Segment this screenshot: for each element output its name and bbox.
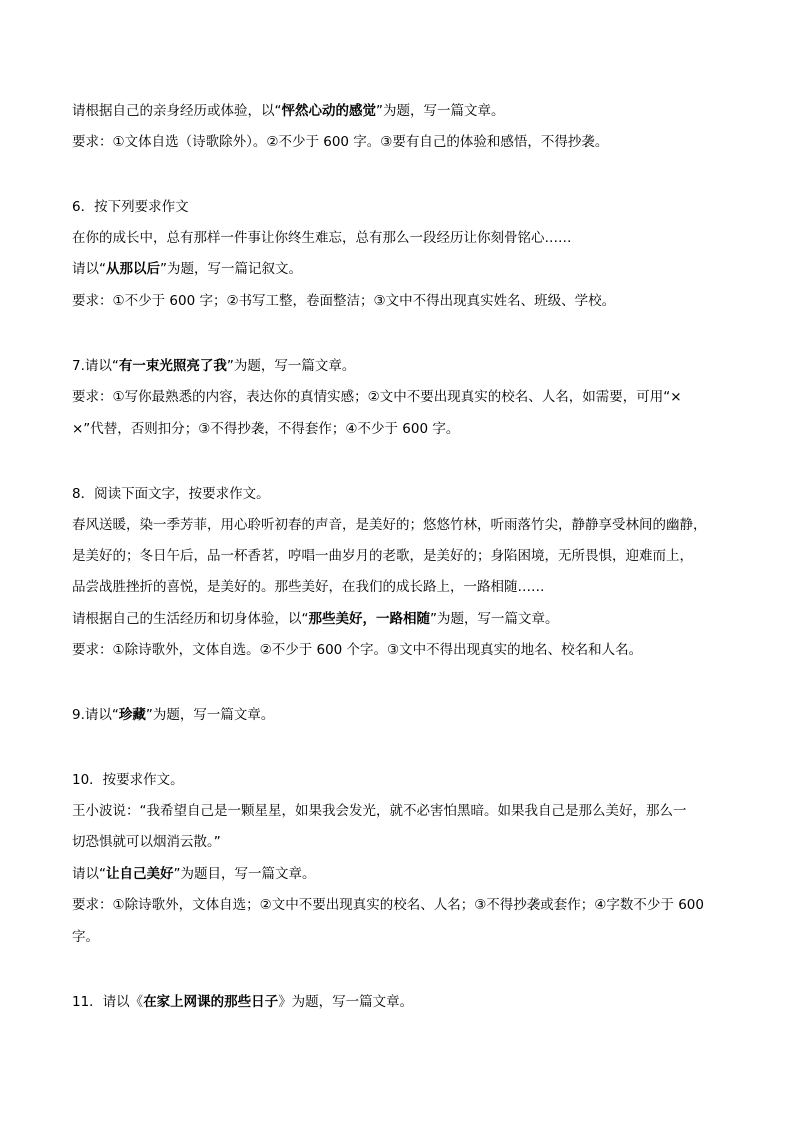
q8-line-2: 是美好的；冬日午后，品一杯香茗，哼唱一曲岁月的老歌，是美好的；身陷困境，无所畏惧，迎难而上， <box>72 548 693 564</box>
q7-line-3: ×”代替，否则扣分；③不得抄袭，不得套作；④不少于 600 字。 <box>72 421 460 437</box>
q10-line-2: 切恐惧就可以烟消云散。” <box>72 834 221 850</box>
q8-line-4: 请根据自己的生活经历和切身体验，以“那些美好，一路相随”为题，写一篇文章。 <box>72 611 559 627</box>
q7-line-2: 要求：①写你最熟悉的内容，表达你的真情实感；②文中不要出现真实的校名、人名，如需要，可用“× <box>72 389 682 405</box>
q6-line-1: 在你的成长中，总有那样一件事让你终生难忘，总有那么一段经历让你刻骨铭心…… <box>72 230 572 246</box>
p1-line-2: 要求：①文体自选（诗歌除外）。②不少于 600 字。③要有自己的体验和感悟，不得抄袭。 <box>72 134 609 150</box>
q8-line-5: 要求：①除诗歌外，文体自选。②不少于 600 个字。③文中不得出现真实的地名、校名和人名。 <box>72 642 643 658</box>
q8-line-1: 春风送暖，染一季芳菲，用心聆听初春的声音，是美好的；悠悠竹林，听雨落竹尖，静静享受林间的幽静， <box>72 517 707 533</box>
q10-line-3: 请以“让自己美好”为题目，写一篇文章。 <box>72 866 316 882</box>
q6-heading: 6．按下列要求作文 <box>72 199 189 215</box>
q9-heading: 9.请以“珍藏”为题，写一篇文章。 <box>72 707 275 723</box>
q7-heading: 7.请以“有一束光照亮了我”为题，写一篇文章。 <box>72 358 356 374</box>
q6-line-2: 请以“从那以后”为题，写一篇记叙文。 <box>72 261 302 277</box>
q10-heading: 10．按要求作文。 <box>72 772 184 788</box>
q10-line-4: 要求：①除诗歌外，文体自选；②文中不要出现真实的校名、人名；③不得抄袭或套作；④字数不少于 600 <box>72 897 704 913</box>
p1-line-1: 请根据自己的亲身经历或体验，以“怦然心动的感觉”为题，写一篇文章。 <box>72 103 505 119</box>
q10-line-1: 王小波说：“我希望自己是一颗星星，如果我会发光，就不必害怕黑暗。如果我自己是那么美好，那么一 <box>72 803 687 819</box>
q8-heading: 8．阅读下面文字，按要求作文。 <box>72 486 270 502</box>
q6-line-3: 要求：①不少于 600 字；②书写工整，卷面整洁；③文中不得出现真实姓名、班级、学校。 <box>72 293 616 309</box>
q8-line-3: 品尝战胜挫折的喜悦，是美好的。那些美好，在我们的成长路上，一路相随…… <box>72 579 545 595</box>
q11-heading: 11．请以《在家上网课的那些日子》为题，写一篇文章。 <box>72 994 414 1010</box>
q10-line-5: 字。 <box>72 929 99 945</box>
